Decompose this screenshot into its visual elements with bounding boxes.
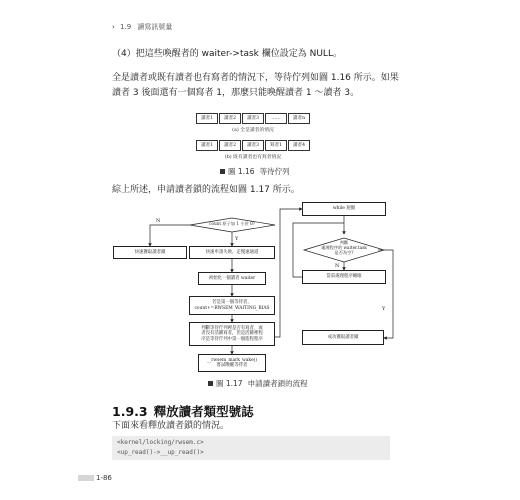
queue-b-cell-3: 讀者3: [242, 140, 264, 151]
queue-a-cell-2: 讀者2: [219, 113, 241, 124]
box-judge-queue: 判斷等待佇列裡是否有寫者，或 者沒有活躍寫者，但是活躍裡程 序是等待佇列中第一個進程程序: [189, 322, 275, 346]
paragraph-all-readers-2: 讀者 3 後面還有一個寫者 1，那麼只能喚醒讀者 1 ～讀者 3。: [112, 88, 360, 98]
label-n-left: N: [156, 218, 161, 224]
code-block: [112, 436, 390, 460]
paragraph-all-readers-1: 全是讀者或既有讀者也有寫者的情況下，等待佇列如圖 1.16 所示。如果: [112, 73, 399, 83]
page-number: 1-86: [96, 474, 112, 482]
running-head-arrow: ›: [112, 23, 115, 31]
decision-waiter-text: 判斷 處理程序的 waiter.task 是否為空?: [321, 240, 367, 255]
figure-square-icon: [208, 381, 213, 386]
box-while-loop: while 迴圈: [302, 202, 386, 216]
box-fast-acquire: 快速獲取讀者鎖: [113, 246, 187, 259]
paragraph-intro-release: 下面來看釋放讀者鎖的情況。: [112, 421, 230, 431]
running-head-section: 1.9: [120, 23, 132, 31]
queue-a-caption: (a) 全是讀者的情況: [232, 128, 274, 133]
queue-a-cell-1: 讀者1: [196, 113, 218, 124]
section-heading-title: 釋放讀者類型號誌: [153, 404, 254, 419]
queue-a-cell-3: 讀者3: [242, 113, 264, 124]
section-heading: [112, 402, 254, 420]
label-n-right: N: [335, 263, 340, 269]
box-rwsem-wake-line1: __rwsem_mark_wake(): [206, 357, 258, 363]
queue-a-cell-4: ……: [265, 113, 287, 124]
box-first-waiter-line2: count+=RWSEM_WAITING_BIAS: [194, 305, 270, 311]
figure-1-17-caption: [208, 378, 308, 389]
code-line-1: <kernel/locking/rwsem.c>: [117, 439, 204, 446]
paragraph-step4: （4）把這些喚醒者的 waiter->task 欄位設定為 NULL。: [112, 49, 342, 59]
figure-1-16-number: 圖 1.16: [228, 167, 255, 176]
box-first-waiter: [189, 296, 275, 315]
label-y-left: Y: [235, 236, 239, 242]
box-rwsem-wake: [198, 354, 266, 372]
queue-a-cell-5: 讀者n: [288, 113, 310, 124]
box-first-waiter-line1: 若是第一個等待者，: [212, 300, 252, 306]
code-line-2: <up_read()->__up_read()>: [117, 449, 204, 456]
box-rwsem-wake-line2: 嘗試喚醒等待者: [216, 363, 248, 368]
queue-b-cell-1: 讀者1: [196, 140, 218, 151]
figure-1-17-number: 圖 1.17: [216, 379, 243, 388]
footer-bar: [78, 475, 94, 481]
box-slow-path: 快速申請失敗，走慢速通道: [189, 246, 275, 259]
paragraph-summary: 綜上所述，申請讀者鎖的流程如圖 1.17 所示。: [112, 185, 300, 195]
queue-b-cell-4: 寫者1: [265, 140, 287, 151]
box-current-sleep: 當前處理程序睡眠: [302, 270, 386, 284]
box-init-waiter: 初始化一個讀者 waiter: [198, 272, 266, 285]
box-success-acquire: 成功獲取讀者鎖: [302, 330, 384, 345]
running-head-title: 讀寫訊號量: [137, 23, 173, 31]
decision-count-text: count 原子加 1 小於 0?: [209, 221, 255, 226]
queue-b-cell-2: 讀者2: [219, 140, 241, 151]
label-y-right: Y: [382, 306, 386, 312]
figure-1-16-title: 等待佇列: [259, 167, 290, 176]
queue-b-cell-5: 讀者4: [288, 140, 310, 151]
queue-b-caption: (b) 既有讀者也有寫者情況: [224, 155, 282, 160]
figure-1-17-title: 申請讀者鎖的流程: [247, 379, 308, 388]
section-heading-number: 1.9.3: [112, 404, 148, 419]
